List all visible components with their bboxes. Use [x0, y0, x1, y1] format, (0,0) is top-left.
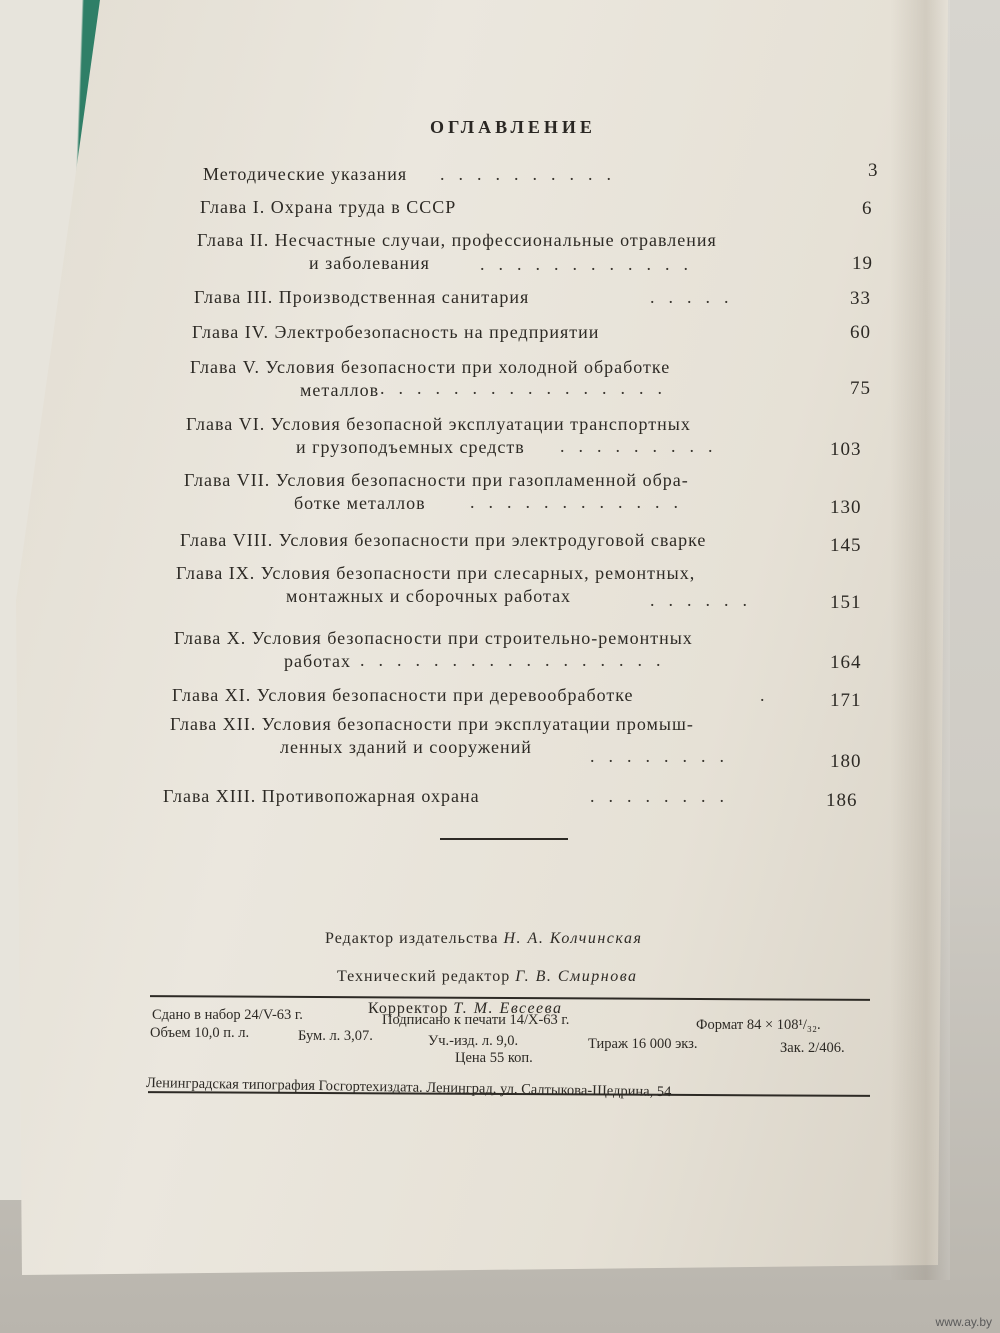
editor-label: Редактор издательства [325, 930, 499, 947]
volume: Объем 10,0 п. л. [150, 1025, 250, 1041]
toc-entry-title: Глава X. Условия безопасности при строительно-ремонтных [174, 628, 693, 648]
toc-entry-title: Глава VI. Условия безопасной эксплуатации транспортных [186, 414, 691, 434]
toc-page-number: 186 [826, 790, 858, 811]
leader-dots: ............ [480, 254, 702, 274]
toc-title: ОГЛАВЛЕНИЕ [430, 117, 596, 137]
toc-page-number: 6 [862, 198, 873, 219]
leader-dots: .......... [440, 164, 625, 184]
toc-page-number: 3 [868, 160, 879, 181]
toc-entry-title: Глава XII. Условия безопасности при эксплуатации промыш- [170, 714, 694, 734]
toc-page-number: 19 [852, 253, 873, 274]
toc-entry-title: Глава VII. Условия безопасности при газопламенной обра- [184, 470, 689, 490]
print-run: Тираж 16 000 экз. [588, 1036, 698, 1052]
toc-entry-title: Глава VIII. Условия безопасности при электродуговой сварке [180, 530, 707, 550]
signed-date: Подписано к печати 14/X-63 г. [382, 1012, 570, 1028]
toc-entry-title: Глава XI. Условия безопасности при деревообработке [172, 685, 634, 705]
leader-dots: ............ [470, 492, 692, 512]
toc-page-number: 145 [830, 535, 862, 556]
toc-entry-title: Глава I. Охрана труда в СССР [200, 197, 457, 217]
printer-line: Ленинградская типография Госгортехиздата. Ленинград, ул. Салтыкова-Щедрина, 54 [145, 1075, 672, 1101]
toc-entry-continuation: работах [284, 651, 351, 671]
toc-entry-continuation: металлов [300, 380, 380, 400]
toc-entry-title: Глава II. Несчастные случаи, профессиональные отравления [197, 230, 717, 250]
toc-entry-continuation: ленных зданий и сооружений [280, 737, 532, 757]
publisher-sheets: Уч.-изд. л. 9,0. [428, 1033, 519, 1049]
toc-entry-title: Глава III. Производственная санитария [194, 287, 530, 307]
toc-page-number: 130 [830, 497, 862, 518]
typeset-date: Сдано в набор 24/V-63 г. [152, 1007, 303, 1023]
format: Формат 84 × 108¹/₃₂. [696, 1017, 821, 1033]
toc-page-number: 151 [830, 592, 862, 613]
leader-dots: ...... [650, 590, 761, 610]
toc-entry-continuation: ботке металлов [294, 493, 426, 513]
watermark: www.ay.by [935, 1315, 992, 1329]
toc-entry-title: Глава V. Условия безопасности при холодной обработке [190, 357, 671, 377]
toc-page-number: 60 [850, 322, 871, 343]
leader-dots: . [760, 685, 779, 705]
toc-page-number: 75 [850, 378, 871, 399]
toc-entry-continuation: и грузоподъемных средств [296, 437, 525, 457]
editor-name: Н. А. Колчинская [503, 930, 643, 947]
toc-entry-title: Глава XIII. Противопожарная охрана [163, 786, 480, 806]
leader-dots: ................ [380, 378, 676, 398]
toc-page-number: 164 [830, 652, 862, 673]
leader-dots: ................. [360, 650, 675, 670]
toc-page-number: 180 [830, 751, 862, 772]
proofreader-label: Корректор [368, 1000, 449, 1017]
tech-editor-name: Г. В. Смирнова [515, 968, 638, 985]
proofreader-name: Т. М. Евсеева [453, 1000, 563, 1017]
toc-page-number: 103 [830, 439, 862, 460]
leader-dots: ........ [590, 746, 738, 766]
leader-dots: ..... [650, 287, 743, 307]
tech-editor-label: Технический редактор [337, 968, 511, 985]
toc-entry-title: Методические указания [203, 164, 408, 184]
toc-entry-continuation: и заболевания [309, 253, 430, 273]
toc-page-number: 33 [850, 288, 871, 309]
price: Цена 55 коп. [455, 1050, 533, 1066]
leader-dots: ......... [560, 436, 727, 456]
leader-dots: ........ [590, 786, 738, 806]
toc-entry-title: Глава IV. Электробезопасность на предприятии [192, 322, 600, 342]
paper-sheets: Бум. л. 3,07. [298, 1028, 373, 1044]
toc-entry-continuation: монтажных и сборочных работах [286, 586, 572, 606]
toc-entry-title: Глава IX. Условия безопасности при слесарных, ремонтных, [176, 563, 696, 583]
order-number: Зак. 2/406. [780, 1040, 845, 1056]
toc-page-number: 171 [830, 690, 862, 711]
